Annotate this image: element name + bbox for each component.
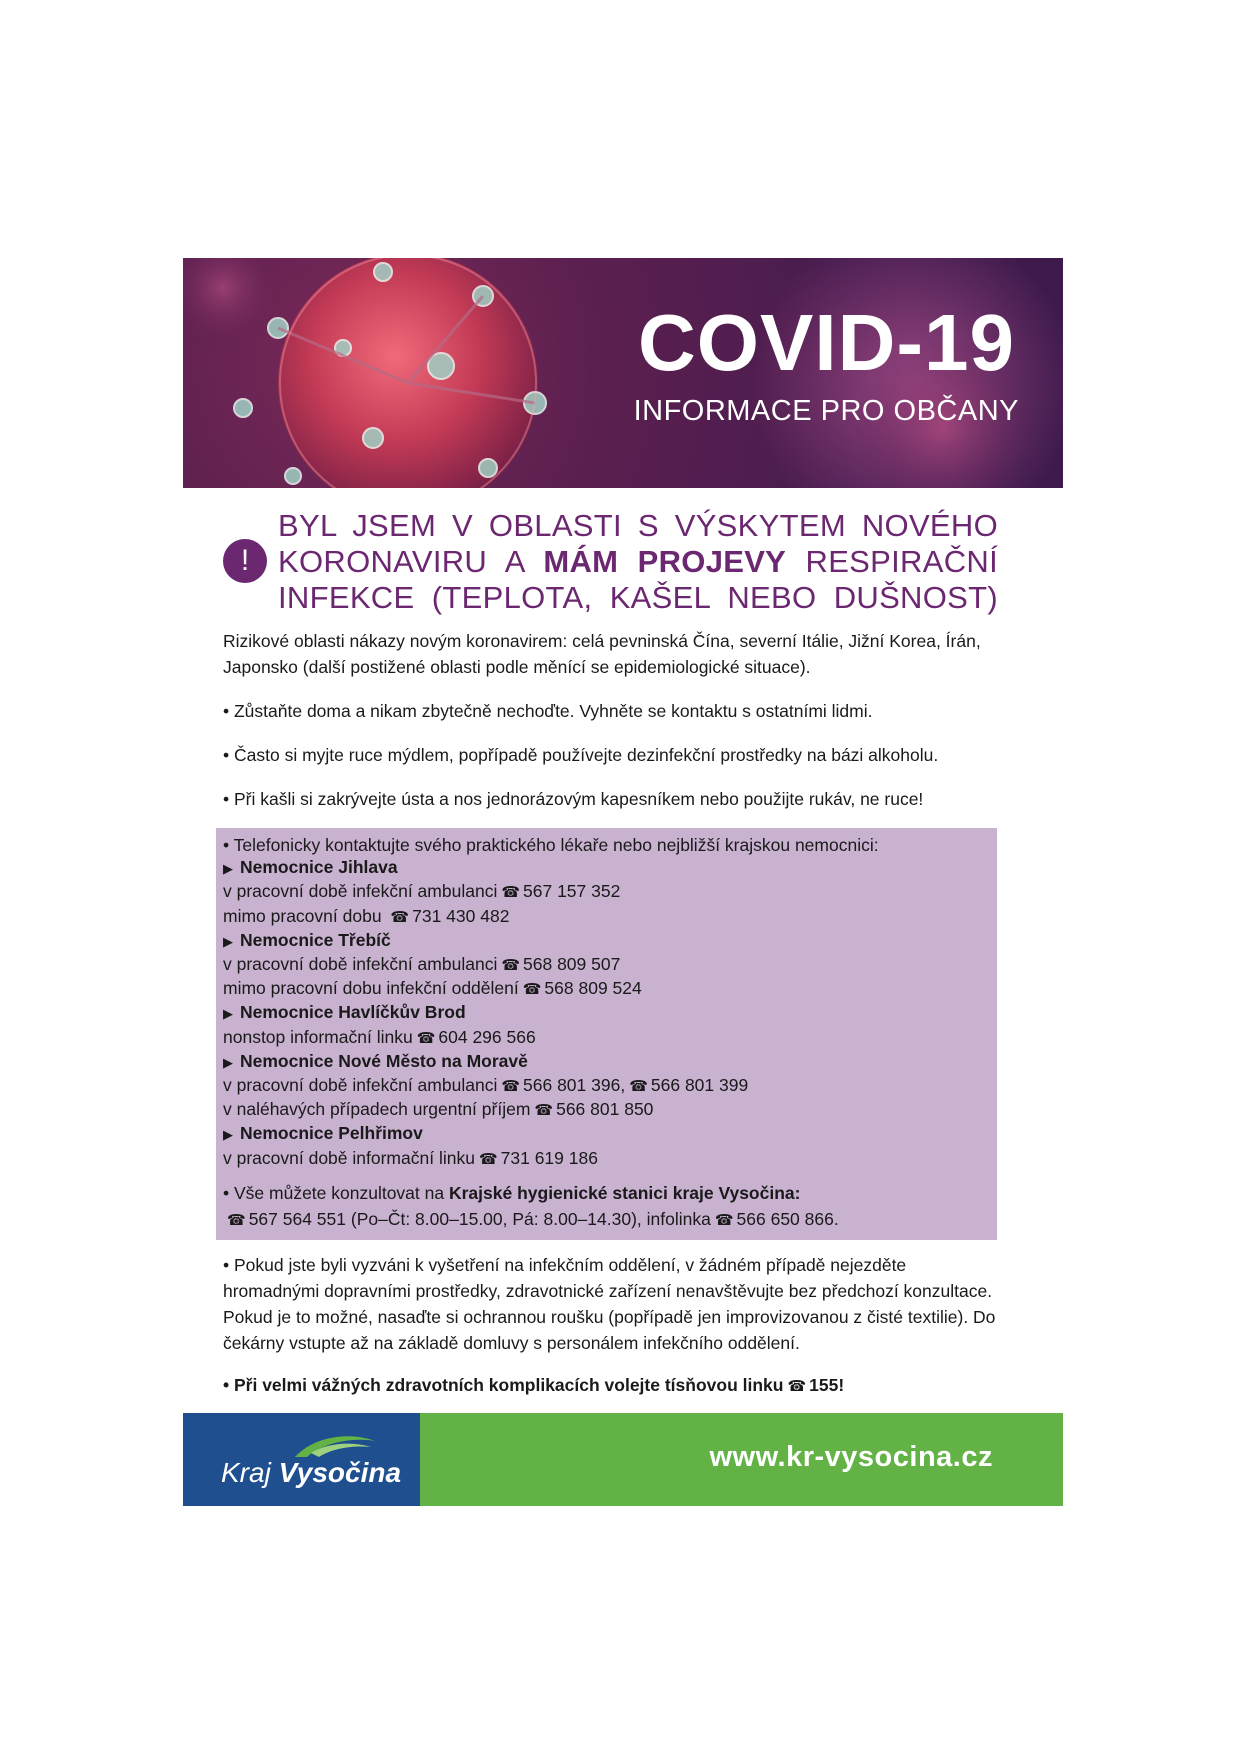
alert-line-1: BYL JSEM V OBLASTI S VÝSKYTEM NOVÉHO [278,508,998,543]
exclamation-icon: ! [223,539,267,583]
closing-text [183,1252,1003,1400]
hygiene-station-phones: ☎ 567 564 551 (Po–Čt: 8.00–15.00, Pá: 8.00–14.30), infolinka ☎ 566 650 866. [227,1208,839,1229]
phone-icon: ☎ [501,884,521,902]
phone-icon: ☎ [629,1078,648,1096]
phone-icon: ☎ [478,1150,498,1168]
hospital-contact-line: v naléhavých případech urgentní příjem ☎ 566 801 850 [223,1099,654,1120]
hospital-contact-line: mimo pracovní dobu infekční oddělení ☎ 568 809 524 [223,978,642,999]
phone-icon: ☎ [501,957,521,975]
hygiene-station-line: • Vše můžete konzultovat na Krajské hygienické stanici kraje Vysočina: [223,1182,801,1203]
phone-icon: ☎ [501,1078,521,1096]
hospital-contact-line: v pracovní době infekční ambulanci ☎ 568 809 507 [223,954,621,975]
main-text [183,628,1003,812]
bullet-cover-cough: • Při kašli si zakrývejte ústa a nos jednorázovým kapesníkem nebo použijte rukáv, ne ruce! [223,789,924,809]
phone-icon: ☎ [390,908,410,926]
arrow-right-icon: ▶ [223,1054,233,1070]
leaflet [183,258,1063,1400]
hospital-contacts-box [216,828,997,1240]
phone-number: 731 619 186 [500,1147,598,1168]
hospital-contact-line: nonstop informační linku ☎ 604 296 566 [223,1026,536,1047]
phone-number: 566 801 399 [650,1075,749,1096]
phone-icon: ☎ [787,1377,807,1395]
hospital-list [223,856,990,1171]
phone-number: 567 157 352 [523,881,621,902]
hospital-contact-line: v pracovní době infekční ambulanci ☎ 566 801 396, ☎ 566 801 399 [223,1075,749,1096]
hospital-name: ▶ Nemocnice Třebíč [223,929,990,953]
phone-number: 568 809 524 [544,978,642,999]
website-strip [420,1413,1063,1506]
arrow-right-icon: ▶ [223,861,233,877]
region-logo [183,1413,420,1506]
hospital-name: ▶ Nemocnice Nové Město na Moravě [223,1050,990,1074]
arrow-right-icon: ▶ [223,1006,233,1022]
hospital-contact-line: mimo pracovní dobu ☎ 731 430 482 [223,905,510,926]
paragraph-infection-ward: • Pokud jste byli vyzváni k vyšetření na infekčním oddělení, v žádném případě nejezděte hromadnými dopravními prostředky, zdravotnické zařízení nenavštěvujte bez předchozí konzultace. Pokud je to možné, nasaďte si ochrannou roušku (popřípadě jen improvizovanou z čisté textilie). Do čekárny vstupte až na základě domluvy s personálem infekčního oddělení. [223,1254,996,1353]
intro-paragraph: Rizikové oblasti nákazy novým koronavirem: celá pevninská Čína, severní Itálie, Jižní Korea, Írán, Japonsko (další postižené oblasti podle měnící se epidemiologické situace). [223,631,981,677]
alert-line-3: INFEKCE (TEPLOTA, KAŠEL NEBO DUŠNOST) [278,580,998,615]
phone-number: 604 296 566 [438,1026,536,1047]
logo-wordmark: Kraj Vysočina [221,1457,402,1488]
hospital-contact-line: v pracovní době informační linku ☎ 731 619 186 [223,1147,598,1168]
phone-number: 731 430 482 [412,905,510,926]
phone-number: 566 801 850 [556,1099,654,1120]
alert-text [278,508,998,616]
hospital-name: ▶ Nemocnice Havlíčkův Brod [223,1001,990,1025]
arrow-right-icon: ▶ [223,933,233,949]
phone-icon: ☎ [534,1102,554,1120]
phone-icon: ☎ [522,981,542,999]
alert-heading [183,508,1063,628]
phone-icon: ☎ [416,1029,436,1047]
hospital-contact-line: v pracovní době infekční ambulanci ☎ 567 157 352 [223,881,621,902]
bullet-wash-hands: • Často si myjte ruce mýdlem, popřípadě používejte dezinfekční prostředky na bázi alkoholu. [223,745,939,765]
emergency-line: • Při velmi vážných zdravotních komplikacích volejte tísňovou linku ☎ 155! [223,1374,845,1395]
bullet-stay-home: • Zůstaňte doma a nikam zbytečně nechoďte. Vyhněte se kontaktu s ostatními lidmi. [223,701,873,721]
arrow-right-icon: ▶ [223,1127,233,1143]
alert-line-2: KORONAVIRU A MÁM PROJEVY RESPIRAČNÍ [278,544,998,579]
website-link[interactable]: www.kr-vysocina.cz [709,1441,993,1473]
phone-icon: ☎ [227,1211,246,1229]
hospital-name: ▶ Nemocnice Jihlava [223,856,990,880]
phone-icon: ☎ [714,1211,734,1229]
phone-number: 568 809 507 [523,954,621,975]
footer-band [183,1413,1063,1506]
contacts-intro: • Telefonicky kontaktujte svého praktického lékaře nebo nejbližší krajskou nemocnici: [223,835,879,855]
banner-title: COVID-19 [638,298,1015,387]
phone-number: 566 801 396, [523,1075,626,1096]
header-banner [183,258,1063,488]
banner-subtitle: INFORMACE PRO OBČANY [633,395,1019,427]
hospital-name: ▶ Nemocnice Pelhřimov [223,1122,990,1146]
